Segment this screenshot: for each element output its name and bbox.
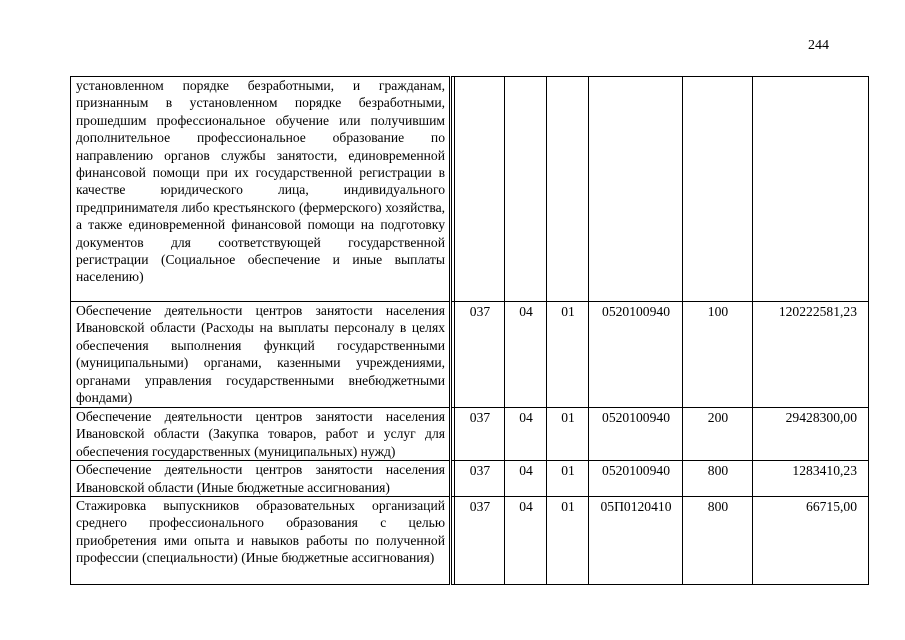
subsection-code: 01	[547, 461, 589, 497]
expense-type-code: 200	[683, 408, 753, 461]
subsection-code	[547, 77, 589, 302]
target-article-code	[589, 77, 683, 302]
ministry-code: 037	[455, 408, 505, 461]
section-code: 04	[505, 302, 547, 408]
amount-value: 29428300,00	[753, 408, 869, 461]
table-row	[71, 461, 869, 497]
ministry-code: 037	[455, 461, 505, 497]
row-description: Стажировка выпускников образовательных организаций среднего профессионального образования с целью приобретения ими опыта и навыков работы по полученной профессии (специальности) (Иные бюджетные ассигнования)	[71, 497, 451, 585]
section-code	[505, 77, 547, 302]
ministry-code: 037	[455, 497, 505, 585]
expense-type-code	[683, 77, 753, 302]
table-row	[71, 302, 869, 408]
subsection-code: 01	[547, 497, 589, 585]
table-row	[71, 408, 869, 461]
table-row	[71, 497, 869, 585]
subsection-code: 01	[547, 408, 589, 461]
expense-type-code: 100	[683, 302, 753, 408]
target-article-code: 0520100940	[589, 302, 683, 408]
target-article-code: 0520100940	[589, 461, 683, 497]
row-description: установленном порядке безработными, и гражданам, признанным в установленном порядке безработными, прошедшим профессиональное обучение или получившим дополнительное профессиональное образование по направлению органов службы занятости, единовременной финансовой помощи при их государственной регистрации в качестве юридического лица, индивидуального предпринимателя либо крестьянского (фермерского) хозяйства, а также единовременной финансовой помощи на подготовку документов для соответствующей государственной регистрации (Социальное обеспечение и иные выплаты населению)	[71, 77, 451, 302]
expense-type-code: 800	[683, 497, 753, 585]
ministry-code	[455, 77, 505, 302]
row-description: Обеспечение деятельности центров занятости населения Ивановской области (Закупка товаров, работ и услуг для обеспечения государственных (муниципальных) нужд)	[71, 408, 451, 461]
amount-value	[753, 77, 869, 302]
section-code: 04	[505, 408, 547, 461]
ministry-code: 037	[455, 302, 505, 408]
amount-value: 66715,00	[753, 497, 869, 585]
amount-value: 120222581,23	[753, 302, 869, 408]
section-code: 04	[505, 497, 547, 585]
table-row	[71, 77, 869, 302]
amount-value: 1283410,23	[753, 461, 869, 497]
subsection-code: 01	[547, 302, 589, 408]
target-article-code: 05П0120410	[589, 497, 683, 585]
section-code: 04	[505, 461, 547, 497]
expense-type-code: 800	[683, 461, 753, 497]
budget-table	[70, 76, 869, 585]
row-description: Обеспечение деятельности центров занятости населения Ивановской области (Иные бюджетные ассигнования)	[71, 461, 451, 497]
page-number: 244	[808, 38, 829, 53]
row-description: Обеспечение деятельности центров занятости населения Ивановской области (Расходы на выплаты персоналу в целях обеспечения выполнения функций государственными (муниципальными) органами, казенными учреждениями, органами управления государственными внебюджетными фондами)	[71, 302, 451, 408]
target-article-code: 0520100940	[589, 408, 683, 461]
